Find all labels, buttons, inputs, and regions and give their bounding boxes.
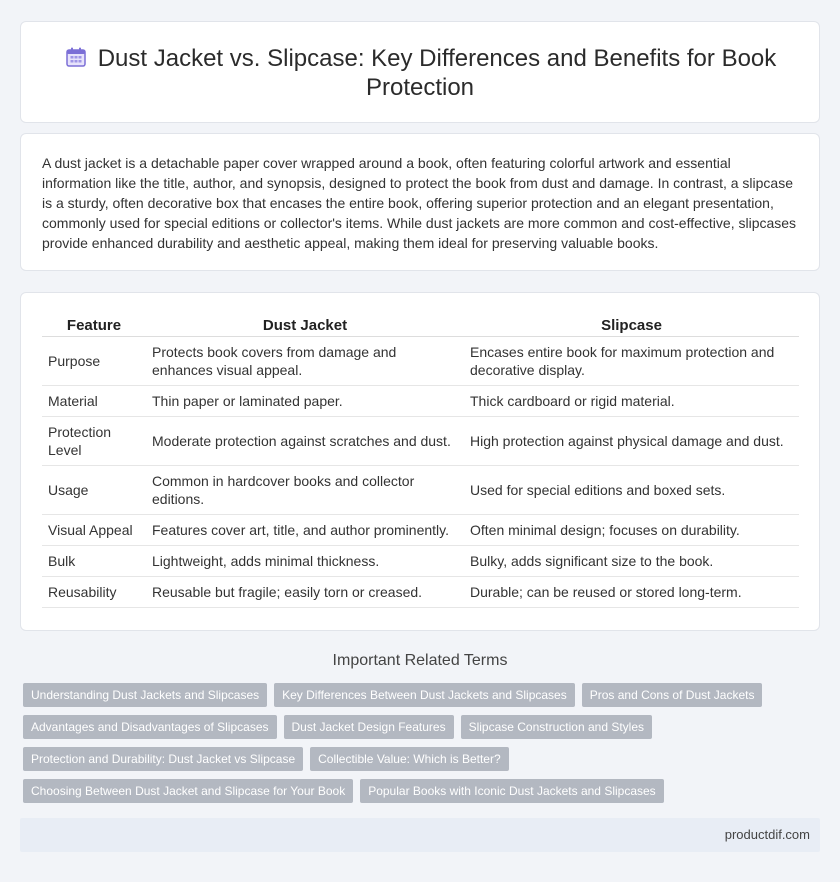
slipcase-cell: Bulky, adds significant size to the book. [464, 546, 799, 577]
dust-jacket-cell: Protects book covers from damage and enhances visual appeal. [146, 337, 464, 386]
footer [20, 818, 820, 852]
comparison-table [42, 315, 799, 608]
related-tag[interactable]: Key Differences Between Dust Jackets and Slipcases [274, 683, 575, 707]
header-feature: Feature [42, 315, 146, 337]
related-terms-section [20, 650, 820, 798]
related-tag[interactable]: Pros and Cons of Dust Jackets [582, 683, 763, 707]
page-title: Dust Jacket vs. Slipcase: Key Differences and Benefits for Book Protection [97, 45, 777, 101]
dust-jacket-cell: Reusable but fragile; easily torn or creased. [146, 577, 464, 608]
tag-row [23, 747, 813, 771]
related-tag[interactable]: Advantages and Disadvantages of Slipcases [23, 715, 277, 739]
table-row [42, 515, 799, 546]
page-title-row [21, 44, 819, 102]
slipcase-cell: Encases entire book for maximum protection and decorative display. [464, 337, 799, 386]
tag-row [23, 779, 813, 803]
slipcase-cell: High protection against physical damage and dust. [464, 417, 799, 466]
table-row [42, 577, 799, 608]
related-tag[interactable]: Popular Books with Iconic Dust Jackets and Slipcases [360, 779, 663, 803]
related-tag[interactable]: Slipcase Construction and Styles [461, 715, 652, 739]
related-tag[interactable]: Collectible Value: Which is Better? [310, 747, 509, 771]
dust-jacket-cell: Thin paper or laminated paper. [146, 386, 464, 417]
feature-cell: Usage [42, 466, 146, 515]
table-row [42, 386, 799, 417]
slipcase-cell: Used for special editions and boxed sets. [464, 466, 799, 515]
related-tags [23, 683, 813, 811]
comparison-card [20, 292, 820, 631]
dust-jacket-cell: Moderate protection against scratches and dust. [146, 417, 464, 466]
header-slipcase: Slipcase [464, 315, 799, 337]
dust-jacket-cell: Features cover art, title, and author prominently. [146, 515, 464, 546]
related-tag[interactable]: Choosing Between Dust Jacket and Slipcase for Your Book [23, 779, 353, 803]
slipcase-cell: Thick cardboard or rigid material. [464, 386, 799, 417]
intro-card [20, 133, 820, 271]
related-tag[interactable]: Dust Jacket Design Features [284, 715, 454, 739]
table-row [42, 466, 799, 515]
feature-cell: Visual Appeal [42, 515, 146, 546]
related-tag[interactable]: Protection and Durability: Dust Jacket vs Slipcase [23, 747, 303, 771]
feature-cell: Material [42, 386, 146, 417]
tag-row [23, 683, 813, 707]
table-header-row [42, 315, 799, 337]
table-row [42, 417, 799, 466]
table-row [42, 546, 799, 577]
title-card [20, 21, 820, 123]
table-row [42, 337, 799, 386]
related-terms-title: Important Related Terms [332, 652, 508, 669]
feature-cell: Protection Level [42, 417, 146, 466]
feature-cell: Reusability [42, 577, 146, 608]
feature-cell: Bulk [42, 546, 146, 577]
tag-row [23, 715, 813, 739]
header-dust-jacket: Dust Jacket [146, 315, 464, 337]
dust-jacket-cell: Common in hardcover books and collector editions. [146, 466, 464, 515]
intro-paragraph: A dust jacket is a detachable paper cover wrapped around a book, often featuring colorful artwork and essential information like the title, author, and synopsis, designed to protect the book from dust and damage. In contrast, a slipcase is a sturdy, often decorative box that encases the entire book, offering superior protection and an elegant presentation, commonly used for special editions or collector's items. While dust jackets are more common and cost-effective, slipcases provide enhanced durability and aesthetic appeal, making them ideal for preserving valuable books. [42, 155, 797, 251]
slipcase-cell: Often minimal design; focuses on durability. [464, 515, 799, 546]
calendar-icon [64, 45, 88, 69]
related-tag[interactable]: Understanding Dust Jackets and Slipcases [23, 683, 267, 707]
slipcase-cell: Durable; can be reused or stored long-term. [464, 577, 799, 608]
footer-site-link[interactable]: productdif.com [724, 827, 810, 842]
feature-cell: Purpose [42, 337, 146, 386]
dust-jacket-cell: Lightweight, adds minimal thickness. [146, 546, 464, 577]
